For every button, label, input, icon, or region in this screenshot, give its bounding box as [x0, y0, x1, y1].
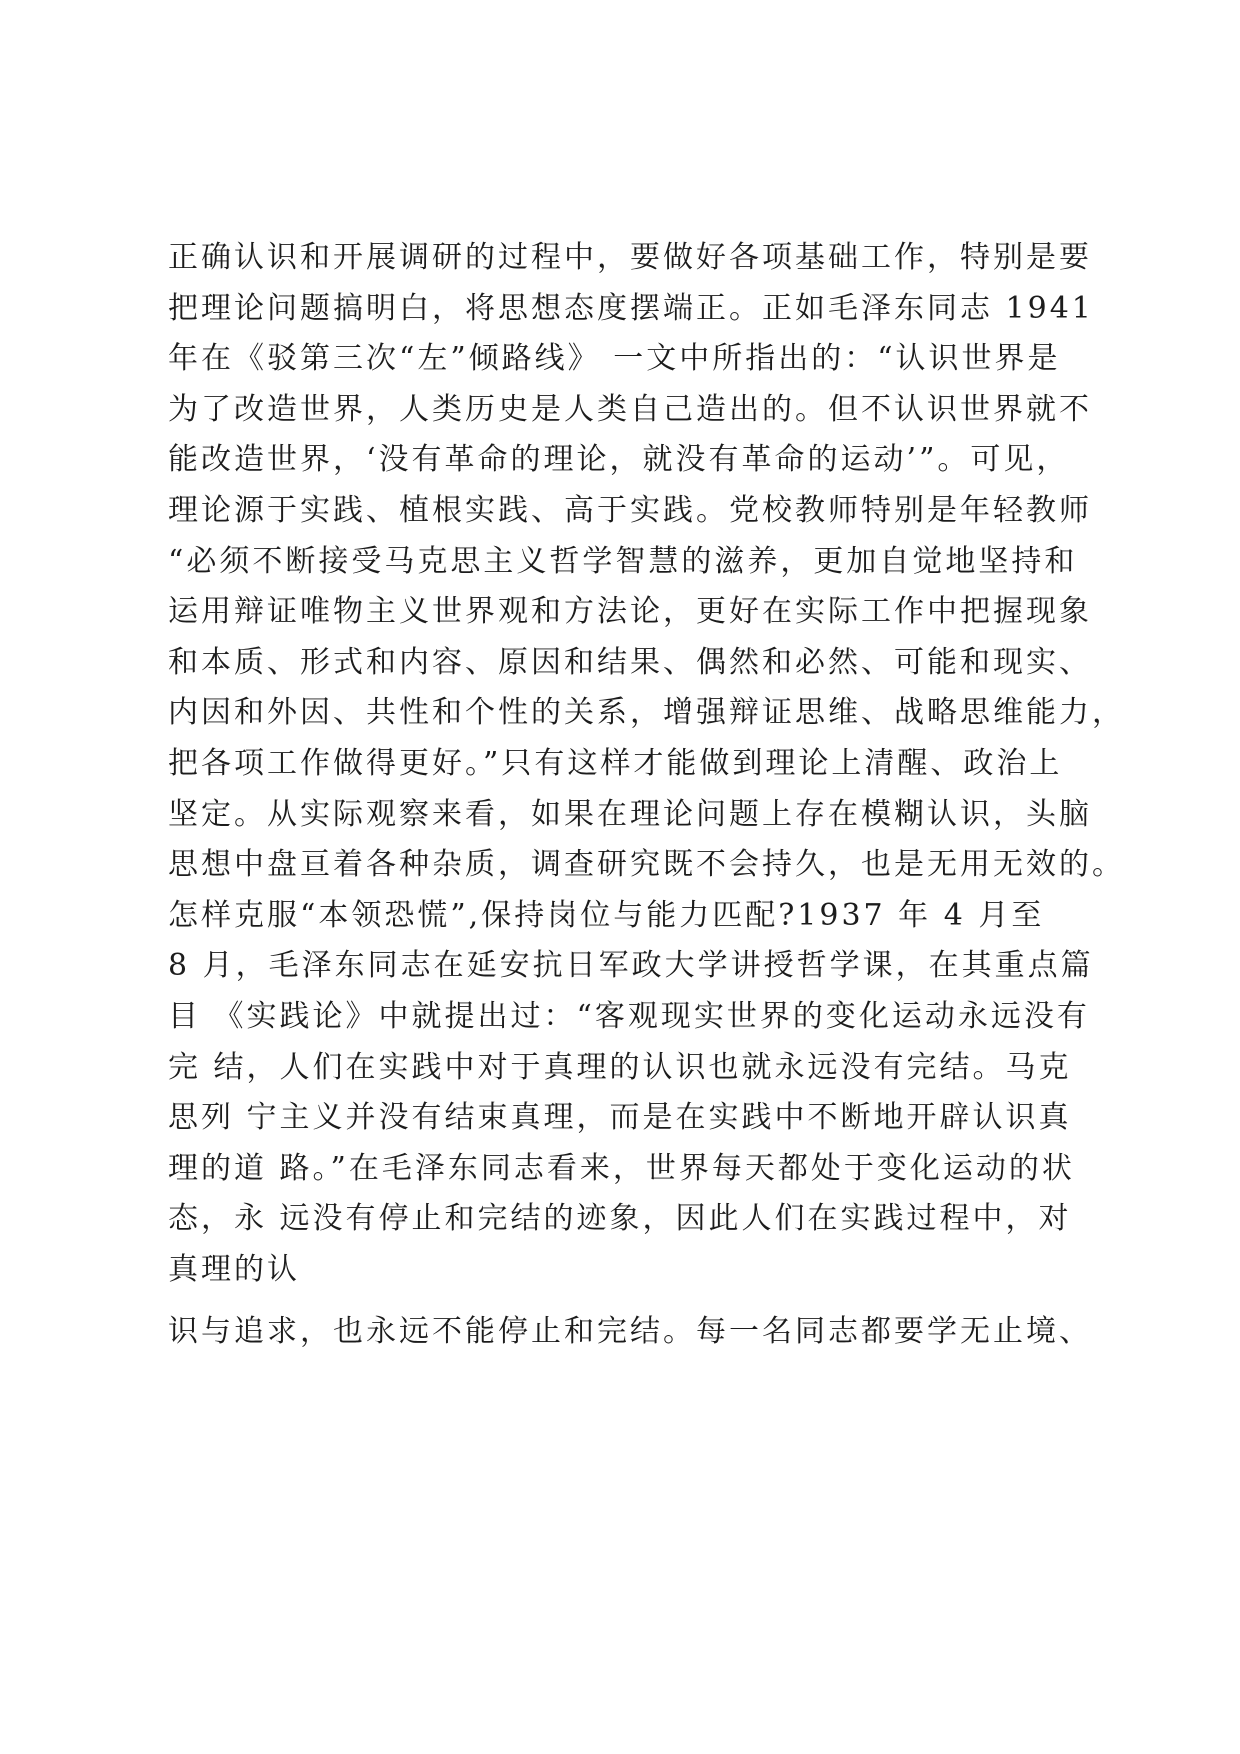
- text-line-4: 为了改造世界，人类历史是人类自己造出的。但不认识世界就不: [168, 391, 1092, 427]
- body-text: [168, 233, 1125, 1358]
- text-line-9: 和本质、形式和内容、原因和结果、偶然和必然、可能和现实、: [168, 644, 1092, 680]
- text-line-8: 运用辩证唯物主义世界观和方法论，更好在实际工作中把握现象: [168, 594, 1092, 630]
- text-line-1: 正确认识和开展调研的过程中，要做好各项基础工作，特别是要: [168, 240, 1092, 275]
- text-line-5: 能改造世界，‘没有革命的理论，就没有革命的运动’”。可见，: [168, 442, 1070, 478]
- text-line-17: 完 结，人们在实践中对于真理的认识也就永远没有完结。马克: [168, 1049, 1072, 1085]
- text-line-10: 内因和外因、共性和个性的关系，增强辩证思维、战略思维能力，: [168, 695, 1125, 731]
- text-line-6: 理论源于实践、植根实践、高于实践。党校教师特别是年轻教师: [168, 492, 1092, 528]
- text-line-13: 思想中盘亘着各种杂质，调查研究既不会持久，也是无用无效的。: [168, 847, 1125, 883]
- text-line-3: 年在《驳第三次“左”倾路线》 一文中所指出的：“认识世界是: [168, 341, 1061, 377]
- text-line-15: 8 月，毛泽东同志在延安抗日军政大学讲授哲学课，在其重点篇: [168, 948, 1094, 984]
- text-line-14: 怎样克服“本领恐慌”,保持岗位与能力匹配?1937 年 4 月至: [168, 897, 1045, 933]
- text-line-2: 把理论问题搞明白，将思想态度摆端正。正如毛泽东同志 1941: [168, 290, 1094, 326]
- text-line-20: 态，永 远没有停止和完结的迹象，因此人们在实践过程中，对: [168, 1201, 1072, 1237]
- text-line-11: 把各项工作做得更好。”只有这样才能做到理论上清醒、政治上: [168, 745, 1063, 781]
- text-line-16: 目 《实践论》中就提出过：“客观现实世界的变化运动永远没有: [168, 998, 1090, 1034]
- text-line-12: 坚定。从实际观察来看，如果在理论问题上存在模糊认识，头脑: [168, 796, 1092, 832]
- text-line-21: 真理的认: [168, 1251, 300, 1287]
- text-line-19: 理的道 路。”在毛泽东同志看来，世界每天都处于变化运动的状: [168, 1150, 1075, 1186]
- text-line-18: 思列 宁主义并没有结束真理，而是在实践中不断地开辟认识真: [168, 1100, 1072, 1136]
- text-line-7: “必须不断接受马克思主义哲学智慧的滋养，更加自觉地坚持和: [168, 543, 1078, 579]
- text-line-22: 识与追求，也永远不能停止和完结。每一名同志都要学无止境、: [168, 1314, 1092, 1350]
